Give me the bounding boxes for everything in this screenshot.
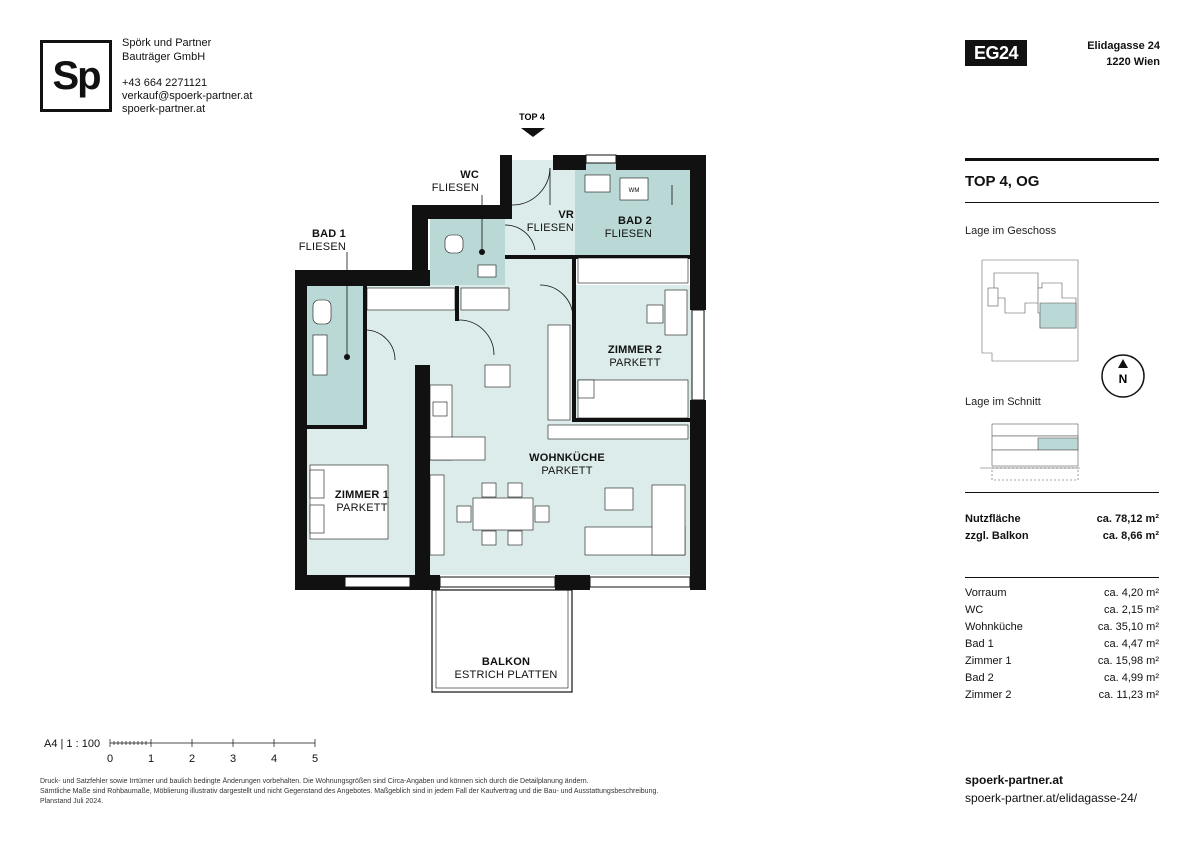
lage-geschoss-label: Lage im Geschoss	[965, 225, 1057, 237]
disclaimer-line: Planstand Juli 2024.	[40, 798, 104, 805]
area-label: Zimmer 1	[965, 655, 1012, 667]
footer-website-link[interactable]: spoerk-partner.at	[965, 773, 1064, 787]
panel-top-rule	[965, 158, 1159, 161]
room-label-balkon	[448, 656, 564, 682]
disclaimer-line: Sämtliche Maße sind Rohbaumaße, Möblierung illustrativ dargestellt und nicht Gegenstand des Angebotes. Maßgeblich sind in jedem Fall der Kaufvertrag und die Bau- und Ausstattungsbeschreibung.	[40, 788, 659, 795]
area-row	[965, 670, 1159, 687]
website-link[interactable]: spoerk-partner.at	[122, 103, 206, 115]
company-line1: Spörk und Partner	[122, 37, 212, 49]
room-floor-balkon: ESTRICH PLATTEN	[454, 669, 558, 681]
section-highlight	[1038, 438, 1078, 450]
area-label: Vorraum	[965, 587, 1007, 599]
area-label: WC	[965, 604, 984, 616]
section-thumbnail	[980, 420, 1080, 482]
room-name-wohnkueche: WOHNKÜCHE	[529, 452, 605, 464]
room-floor-bad2: FLIESEN	[604, 228, 652, 240]
area-label: Bad 1	[965, 638, 994, 650]
room-label-vr	[518, 209, 574, 235]
scale-bar	[100, 732, 330, 768]
disclaimer-line: Druck- und Satzfehler sowie Irrtümer und baulich bedingte Änderungen vorbehalten. Die Wohnungsgrößen sind Circa-Angaben und können sich durch die Detailplanung ändern.	[40, 778, 589, 785]
scale-tick-label: 2	[188, 753, 196, 765]
room-label-zimmer2	[595, 344, 675, 370]
summary-top-rule	[965, 492, 1159, 493]
room-name-vr: VR	[558, 209, 574, 221]
area-value: ca. 2,15 m²	[1103, 604, 1159, 616]
summary-value: ca. 78,12 m²	[1096, 513, 1159, 525]
room-floor-zimmer2: PARKETT	[609, 357, 661, 369]
summary-label: Nutzfläche	[965, 513, 1021, 525]
area-label: Bad 2	[965, 672, 994, 684]
scale-tick-label: 5	[311, 753, 319, 765]
panel-title-rule	[965, 202, 1159, 203]
summary-label: zzgl. Balkon	[965, 530, 1029, 542]
scale-tick-label: 0	[106, 753, 114, 765]
area-value: ca. 11,23 m²	[1098, 689, 1159, 701]
room-label-bad1	[290, 228, 346, 254]
room-floor-vr: FLIESEN	[526, 222, 574, 234]
area-label: Wohnküche	[965, 621, 1023, 633]
room-name-bad1: BAD 1	[311, 228, 346, 240]
scale-tick-label: 4	[270, 753, 278, 765]
unit-highlight	[1040, 303, 1076, 328]
area-value: ca. 35,10 m²	[1097, 621, 1159, 633]
area-row	[965, 602, 1159, 619]
area-row	[965, 619, 1159, 636]
room-name-balkon: BALKON	[481, 656, 531, 668]
address-line1: Elidagasse 24	[1087, 40, 1160, 52]
north-label: N	[1118, 372, 1128, 386]
summary-row	[965, 511, 1159, 528]
unit-title: TOP 4, OG	[965, 173, 1040, 190]
disclaimer	[40, 777, 700, 807]
scale-label: A4 | 1 : 100	[44, 738, 101, 750]
room-name-zimmer1: ZIMMER 1	[334, 489, 390, 501]
summary-row	[965, 528, 1159, 545]
site-plan-thumbnail	[980, 258, 1080, 363]
address-line2: 1220 Wien	[1106, 56, 1160, 68]
room-label-wohnkueche	[515, 452, 619, 478]
room-label-wc	[425, 169, 479, 195]
phone-number[interactable]: +43 664 2271121	[122, 77, 208, 89]
room-label-zimmer1	[325, 489, 399, 515]
email-link[interactable]: verkauf@spoerk-partner.at	[122, 90, 253, 102]
area-value: ca. 4,47 m²	[1103, 638, 1159, 650]
company-line2: Bauträger GmbH	[122, 51, 206, 63]
project-address	[1087, 38, 1160, 70]
room-floor-bad1: FLIESEN	[298, 241, 346, 253]
area-value: ca. 4,20 m²	[1103, 587, 1159, 599]
washing-machine-label: WM	[628, 188, 640, 194]
summary-value: ca. 8,66 m²	[1102, 530, 1159, 542]
room-floor-wc: FLIESEN	[431, 182, 479, 194]
room-name-zimmer2: ZIMMER 2	[607, 344, 663, 356]
room-name-wc: WC	[460, 169, 479, 181]
room-label-bad2	[598, 215, 652, 241]
project-badge: EG24	[965, 40, 1027, 66]
area-row	[965, 687, 1159, 704]
area-row	[965, 636, 1159, 653]
room-floor-zimmer1: PARKETT	[336, 502, 388, 514]
area-value: ca. 4,99 m²	[1103, 672, 1159, 684]
north-arrow-icon	[1100, 353, 1146, 399]
area-label: Zimmer 2	[965, 689, 1012, 701]
lage-schnitt-label: Lage im Schnitt	[965, 396, 1041, 408]
areas-top-rule	[965, 577, 1159, 578]
entrance-label: TOP 4	[519, 112, 545, 122]
entrance-arrow-icon	[521, 128, 545, 137]
area-row	[965, 653, 1159, 670]
footer-project-link[interactable]: spoerk-partner.at/elidagasse-24/	[965, 791, 1138, 805]
scale-tick-label: 3	[229, 753, 237, 765]
area-row	[965, 585, 1159, 602]
scale-tick-label: 1	[147, 753, 155, 765]
logo-text: Sp	[52, 54, 100, 98]
room-name-bad2: BAD 2	[617, 215, 652, 227]
room-floor-wohnkueche: PARKETT	[541, 465, 593, 477]
area-value: ca. 15,98 m²	[1097, 655, 1159, 667]
